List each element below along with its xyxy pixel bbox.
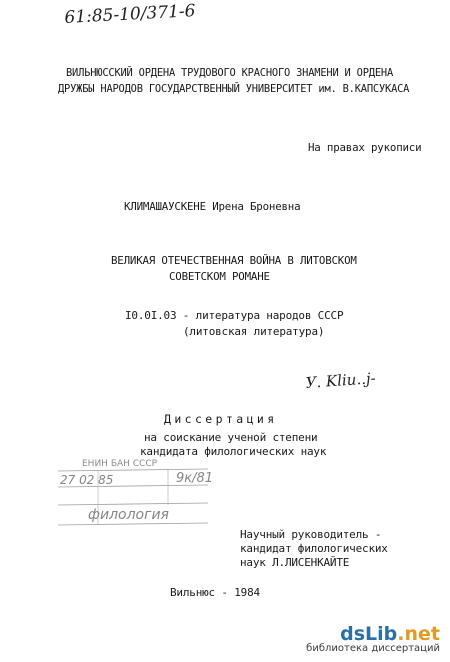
manuscript-rights: На правах рукописи [308,141,422,154]
institution-line-2: ДРУЖБЫ НАРОДОВ ГОСУДАРСТВЕННЫЙ УНИВЕРСИТЕТ им. В.КАПСУКАСА [58,83,410,95]
watermark-logo [306,623,440,645]
institution-line-1: ВИЛЬНЮССКИЙ ОРДЕНА ТРУДОВОГО КРАСНОГО ЗНАМЕНИ И ОРДЕНА [66,67,394,79]
doc-type-line-1: на соискание ученой степени [144,431,318,444]
dissertation-title-line-1: ВЕЛИКАЯ ОТЕЧЕСТВЕННАЯ ВОЙНА В ЛИТОВСКОМ [111,254,357,267]
handwritten-signature: У. Kliu..j- [305,369,377,392]
stamp-line-1: ЕНИН БАН СССР [82,459,158,469]
watermark-subtitle: библиотека диссертаций [306,643,440,654]
specialty-code: I0.0I.03 - литература народов СССР [125,309,344,322]
stamp-line-4: филология [88,507,169,523]
place-year: Вильнюс - 1984 [170,586,260,599]
dissertation-title-line-2: СОВЕТСКОМ РОМАНЕ [169,270,270,283]
supervisor-line-3: наук Л.ЛИСЕНКАЙТЕ [240,556,350,569]
supervisor-line-1: Научный руководитель - [240,528,382,541]
supervisor-line-2: кандидат филологических [240,542,388,555]
watermark-logo-tld: .net [397,623,440,645]
doc-type-line-2: кандидата филологических наук [140,445,327,458]
author-name: КЛИМАШАУСКЕНЕ Ирена Броневна [124,200,301,213]
stamp-line-2: 27 02 85 [60,473,114,487]
library-stamp [58,459,214,531]
doc-type-heading: Диссертация [164,412,278,426]
dslib-watermark[interactable] [306,623,440,654]
specialty-subfield: (литовская литература) [183,325,325,338]
watermark-logo-main: dsLib [340,623,398,645]
archive-mark: 61:85-10/371-6 [64,1,196,28]
stamp-line-3: 9к/81 [176,471,214,486]
